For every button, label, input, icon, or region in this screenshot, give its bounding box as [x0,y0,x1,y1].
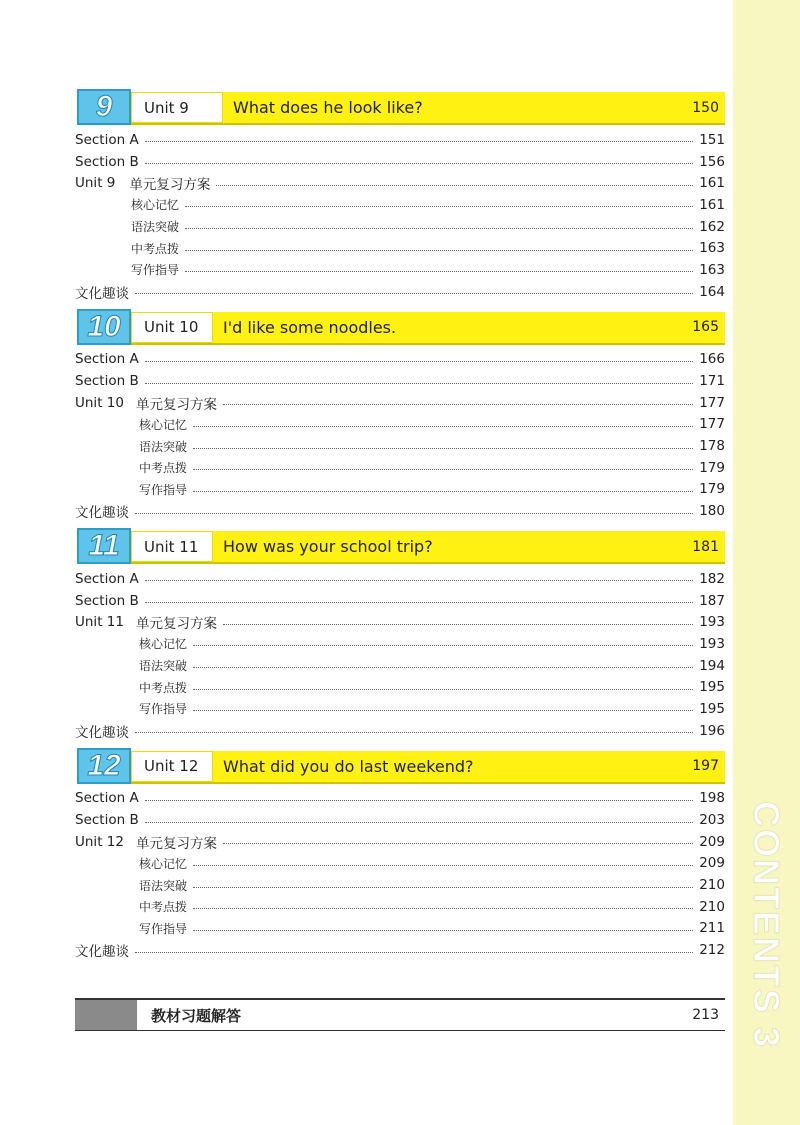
unit-title: What does he look like? [233,98,423,117]
toc-entry-label: 语法突破 [131,220,180,235]
dot-leader [193,865,693,866]
toc-entry[interactable] [75,568,725,590]
toc-page-number: 162 [699,218,725,235]
dot-leader [185,206,693,207]
unit-title-bar [131,531,725,564]
toc-entry-label: 语法突破 [139,878,188,893]
toc-subentry[interactable] [75,655,725,677]
toc-subentry[interactable] [75,676,725,698]
toc-entry-label: Section A [75,790,139,807]
toc-page-number: 180 [699,503,725,520]
toc-entry-label: Unit 9 [75,175,116,192]
dot-leader [145,163,694,164]
toc-entry-label: Section A [75,351,139,368]
toc-page-number: 179 [699,459,725,476]
toc-entry[interactable] [75,809,725,831]
toc-page-number: 163 [699,261,725,278]
toc-review-entry[interactable] [75,831,725,853]
unit-title: What did you do last weekend? [223,756,474,776]
table-of-contents [75,89,725,967]
toc-page-number: 203 [699,812,725,829]
toc-entry[interactable] [75,500,725,522]
toc-entry-label: Section B [75,812,139,829]
dot-leader [145,822,694,823]
toc-page-number: 156 [699,153,725,170]
toc-subentry[interactable] [75,259,725,281]
toc-entry[interactable] [75,370,725,392]
unit-page-number: 197 [692,758,719,774]
toc-subentry[interactable] [75,194,725,216]
toc-page-number: 210 [699,877,725,894]
toc-entry[interactable] [75,720,725,742]
dot-leader [223,624,693,625]
toc-page-number: 196 [699,722,725,739]
toc-page-number: 151 [699,131,725,148]
toc-entry-label: Unit 10 [75,394,124,411]
toc-review-label: 单元复习方案 [135,835,217,852]
toc-subentry[interactable] [75,457,725,479]
toc-subentry[interactable] [75,216,725,238]
toc-entry-label: 语法突破 [139,439,188,454]
toc-page-number: 161 [699,175,725,192]
unit-section [75,748,725,962]
toc-page-number: 182 [699,570,725,587]
toc-review-entry[interactable] [75,172,725,194]
dot-leader [135,513,693,514]
dot-leader [193,448,693,449]
answers-title: 教材习题解答 [151,1006,242,1025]
toc-entry-label: 中考点拨 [139,461,188,476]
toc-entry-label: 中考点拨 [139,680,188,695]
dot-leader [145,383,694,384]
dot-leader [193,930,693,931]
toc-page-number: 177 [699,416,725,433]
unit-title-bar [131,751,725,784]
toc-page-number: 178 [699,438,725,455]
unit-label: Unit 10 [131,312,213,343]
toc-entry-label: 写作指导 [139,921,188,936]
toc-subentry[interactable] [75,435,725,457]
toc-subentry[interactable] [75,853,725,875]
dot-leader [223,404,693,405]
unit-title: I'd like some noodles. [223,317,397,337]
toc-page-number: 171 [699,373,725,390]
toc-entry-label: 核心记忆 [131,198,180,213]
toc-page-number: 164 [699,283,725,300]
toc-entry-label: Section B [75,153,139,170]
answers-entry[interactable] [75,998,725,1031]
toc-entry-label: 核心记忆 [139,417,188,432]
toc-entry-label: 核心记忆 [139,637,188,652]
toc-page-number: 179 [699,481,725,498]
dot-leader [193,710,693,711]
unit-page-number: 165 [692,319,719,335]
toc-review-label: 单元复习方案 [135,616,217,633]
contents-sidebar-label: CONTENTS 3 [746,800,787,1050]
toc-page-number: 187 [699,592,725,609]
unit-number-badge: 12 [77,748,131,784]
toc-entry[interactable] [75,281,725,303]
toc-subentry[interactable] [75,414,725,436]
toc-entry-label: 文化趣谈 [75,724,129,741]
toc-entry-label: 写作指导 [131,263,180,278]
toc-page-number: 177 [699,394,725,411]
toc-entry-label: Section B [75,592,139,609]
unit-header[interactable] [75,89,725,125]
toc-entry-label: 写作指导 [139,482,188,497]
toc-page-number: 195 [699,679,725,696]
dot-leader [145,141,694,142]
toc-entry-label: 中考点拨 [139,900,188,915]
dot-leader [193,887,693,888]
dot-leader [223,843,693,844]
dot-leader [193,645,693,646]
unit-title-bar [131,312,725,345]
toc-subentry[interactable] [75,698,725,720]
unit-header[interactable] [75,309,725,345]
toc-page-number: 195 [699,700,725,717]
dot-leader [185,271,693,272]
dot-leader [185,228,693,229]
unit-page-number: 181 [692,538,719,555]
dot-leader [193,426,693,427]
toc-entry[interactable] [75,151,725,173]
toc-page-number: 212 [699,942,725,959]
unit-label: Unit 12 [131,751,213,782]
toc-subentry[interactable] [75,896,725,918]
toc-page-number: 194 [699,657,725,674]
toc-entry-label: Section A [75,570,139,587]
dot-leader [193,469,693,470]
dot-leader [135,732,693,733]
toc-review-entry[interactable] [75,392,725,414]
toc-page-number: 209 [699,855,725,872]
unit-section [75,309,725,523]
unit-title: How was your school trip? [223,537,433,556]
unit-section [75,528,725,742]
unit-section [75,89,725,303]
unit-label: Unit 11 [131,531,213,562]
toc-subentry[interactable] [75,479,725,501]
toc-entry-label: 中考点拨 [131,241,180,256]
dot-leader [145,602,694,603]
dot-leader [145,580,694,581]
toc-page-number: 198 [699,790,725,807]
toc-entry-label: Section A [75,131,139,148]
toc-entry-label: 语法突破 [139,659,188,674]
dot-leader [193,908,693,909]
dot-leader [193,491,693,492]
toc-subentry[interactable] [75,874,725,896]
toc-page-number: 193 [699,614,725,631]
toc-subentry[interactable] [75,918,725,940]
unit-title-bar [131,92,725,125]
unit-page-number: 150 [692,99,719,116]
toc-page-number: 210 [699,898,725,915]
toc-page-number: 209 [699,833,725,850]
toc-entry-label: Section B [75,373,139,390]
toc-entry-label: 文化趣谈 [75,285,129,302]
toc-page-number: 163 [699,240,725,257]
toc-entry[interactable] [75,939,725,961]
toc-entry[interactable] [75,788,725,810]
toc-entry-label: Unit 11 [75,614,124,631]
dot-leader [216,185,693,186]
toc-review-label: 单元复习方案 [129,177,211,194]
toc-entry[interactable] [75,129,725,151]
toc-subentry[interactable] [75,633,725,655]
toc-review-entry[interactable] [75,611,725,633]
unit-number-badge: 11 [77,528,131,564]
toc-entry-label: 写作指导 [139,702,188,717]
dot-leader [193,667,693,668]
dot-leader [145,800,694,801]
toc-entry[interactable] [75,349,725,371]
toc-subentry[interactable] [75,237,725,259]
toc-entry-label: 文化趣谈 [75,944,129,961]
dot-leader [185,250,693,251]
answers-page: 213 [692,1007,719,1023]
dot-leader [145,361,694,362]
toc-page-number: 193 [699,635,725,652]
toc-page-number: 211 [699,920,725,937]
unit-number-badge: 9 [77,89,131,125]
toc-entry-label: Unit 12 [75,833,124,850]
unit-header[interactable] [75,748,725,784]
toc-entry-label: 文化趣谈 [75,505,129,522]
toc-entry[interactable] [75,590,725,612]
answers-marker [75,1000,137,1030]
dot-leader [193,689,693,690]
toc-entry-label: 核心记忆 [139,856,188,871]
dot-leader [135,952,693,953]
dot-leader [135,293,693,294]
unit-header[interactable] [75,528,725,564]
unit-label: Unit 9 [131,92,223,123]
toc-page-number: 166 [699,351,725,368]
toc-page-number: 161 [699,196,725,213]
unit-number-badge: 10 [77,309,131,345]
toc-review-label: 单元复习方案 [135,396,217,413]
